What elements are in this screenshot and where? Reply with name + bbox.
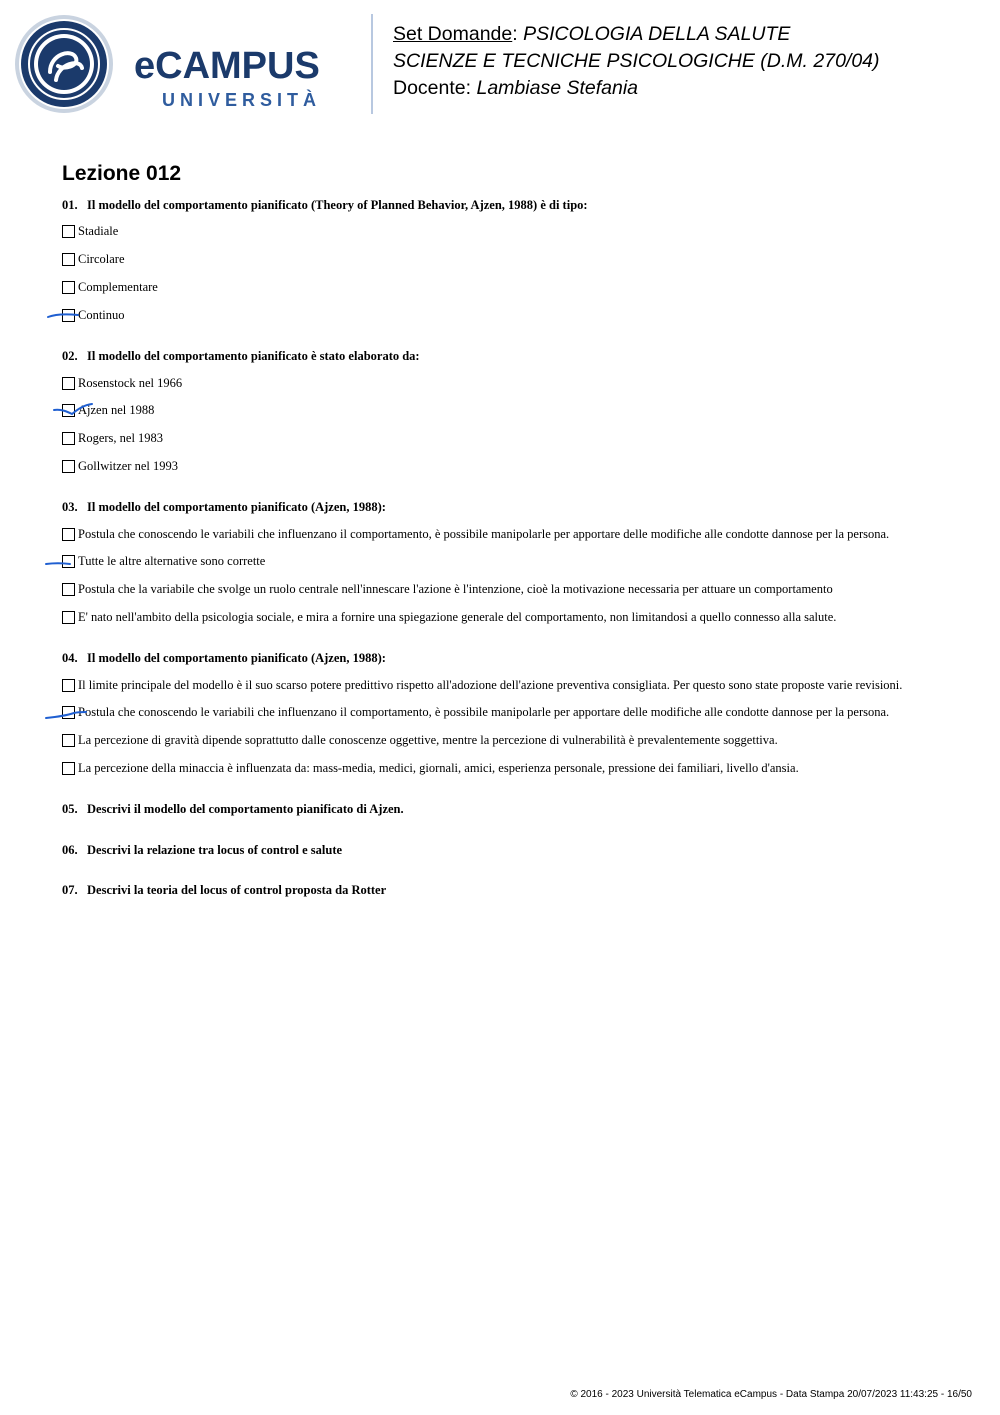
option-row[interactable]	[62, 761, 799, 776]
docente-label: Docente:	[393, 77, 472, 99]
question-05: 05. Descrivi il modello del comportamento pianificato di Ajzen.	[62, 802, 404, 816]
answer-checkbox[interactable]	[62, 528, 75, 541]
page-header	[0, 0, 1000, 130]
set-info	[393, 21, 880, 102]
option-label: E' nato nell'ambito della psicologia sociale, e mira a fornire una spiegazione generale del comportamento, non limitandosi a quello connesso alla salute.	[78, 610, 837, 624]
option-label: Continuo	[78, 308, 125, 322]
answer-checkbox[interactable]	[62, 762, 75, 775]
answer-checkbox[interactable]	[62, 583, 75, 596]
option-label: Gollwitzer nel 1993	[78, 459, 178, 473]
set-value: PSICOLOGIA DELLA SALUTE	[523, 23, 791, 45]
question-07: 07. Descrivi la teoria del locus of control proposta da Rotter	[62, 883, 387, 897]
option-label: Il limite principale del modello è il suo scarso potere predittivo rispetto all'adozione dell'azione preventiva consigliata. Per questo sono state proposte varie revisioni.	[78, 678, 903, 692]
question-01: 01. Il modello del comportamento pianificato (Theory of Planned Behavior, Ajzen, 1988) è di tipo:	[62, 198, 588, 212]
option-label: Postula che la variabile che svolge un ruolo centrale nell'innescare l'azione è l'intenzione, cioè la motivazione necessaria per attuare un comportamento	[78, 582, 833, 596]
set-line: Set Domande: PSICOLOGIA DELLA SALUTE	[393, 23, 791, 45]
brand-subtext: UNIVERSITÀ	[162, 90, 322, 110]
question-04: 04. Il modello del comportamento pianificato (Ajzen, 1988):	[62, 651, 386, 665]
header-divider	[371, 14, 373, 114]
course-line	[393, 48, 880, 75]
option-label: La percezione di gravità dipende soprattutto dalle conoscenze oggettive, mentre la percezione di vulnerabilità è prevalentemente soggettiva.	[78, 733, 778, 747]
option-row[interactable]	[62, 610, 836, 625]
option-label: Complementare	[78, 280, 158, 294]
pen-mark-q03	[44, 558, 78, 570]
option-label: Postula che conoscendo le variabili che influenzano il comportamento, è possibile manipolarle per apportare delle modifiche alle condotte dannose per la persona.	[78, 705, 890, 719]
option-row[interactable]	[62, 459, 178, 474]
pen-mark-q01	[46, 309, 86, 323]
docente-line	[393, 75, 880, 102]
set-label: Set Domande	[393, 23, 513, 45]
brand-text: eCAMPUS	[134, 45, 320, 87]
course-name: SCIENZE E TECNICHE PSICOLOGICHE (D.M. 270/04)	[393, 50, 880, 72]
option-label: Tutte le altre alternative sono corrette	[78, 554, 266, 568]
answer-checkbox[interactable]	[62, 281, 75, 294]
ecampus-wordmark	[132, 42, 362, 112]
answer-checkbox[interactable]	[62, 432, 75, 445]
question-02: 02. Il modello del comportamento pianificato è stato elaborato da:	[62, 349, 420, 363]
answer-checkbox[interactable]	[62, 734, 75, 747]
answer-checkbox[interactable]	[62, 253, 75, 266]
question-06: 06. Descrivi la relazione tra locus of control e salute	[62, 843, 343, 857]
question-03: 03. Il modello del comportamento pianificato (Ajzen, 1988):	[62, 500, 386, 514]
option-row[interactable]	[62, 733, 778, 748]
lesson-title: Lezione 012	[62, 162, 182, 185]
answer-checkbox[interactable]	[62, 377, 75, 390]
docente-value: Lambiase Stefania	[476, 77, 639, 99]
option-row[interactable]	[62, 224, 118, 239]
option-label: La percezione della minaccia è influenzata da: mass-media, medici, giornali, amici, esperienza personale, pressione dei familiari, livello d'ansia.	[78, 761, 799, 775]
option-label: Rosenstock nel 1966	[78, 376, 183, 390]
answer-checkbox[interactable]	[62, 225, 75, 238]
option-row[interactable]	[62, 554, 265, 569]
option-row[interactable]	[62, 527, 889, 542]
option-label: Circolare	[78, 252, 125, 266]
option-row[interactable]	[62, 431, 163, 446]
pen-mark-q04	[44, 706, 88, 722]
page-footer: © 2016 - 2023 Università Telematica eCampus - Data Stampa 20/07/2023 11:43:25 - 16/50	[570, 1389, 972, 1400]
option-row[interactable]	[62, 705, 889, 720]
option-label: Postula che conoscendo le variabili che influenzano il comportamento, è possibile manipolarle per apportare delle modifiche alle condotte dannose per la persona.	[78, 527, 890, 541]
option-row[interactable]	[62, 582, 833, 597]
option-label: Stadiale	[78, 224, 119, 238]
answer-checkbox[interactable]	[62, 679, 75, 692]
answer-checkbox[interactable]	[62, 460, 75, 473]
option-row[interactable]	[62, 280, 158, 295]
ecampus-seal-logo	[14, 14, 114, 114]
option-label: Rogers, nel 1983	[78, 431, 164, 445]
answer-checkbox[interactable]	[62, 611, 75, 624]
option-row[interactable]	[62, 252, 125, 267]
option-label: Ajzen nel 1988	[78, 403, 155, 417]
option-row[interactable]	[62, 678, 902, 693]
pen-mark-q02	[52, 400, 96, 420]
option-row[interactable]	[62, 376, 182, 391]
